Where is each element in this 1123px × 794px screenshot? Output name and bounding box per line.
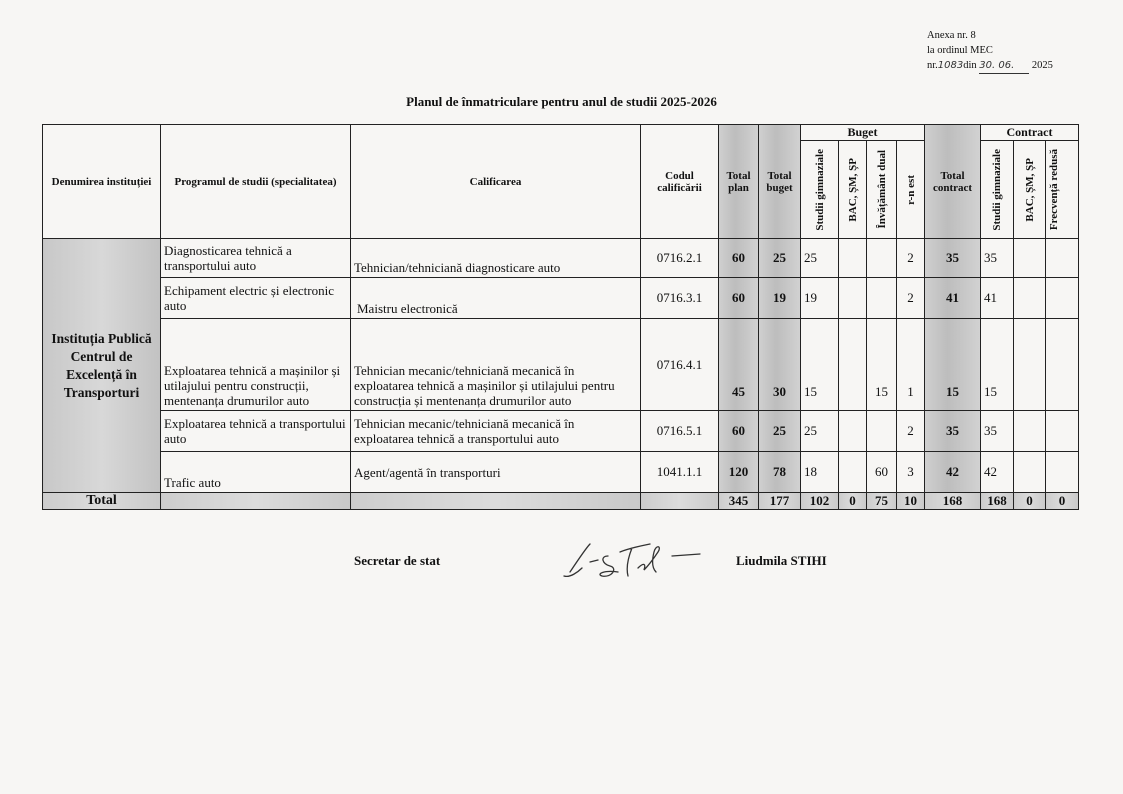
header-contract-group: Contract <box>981 125 1079 141</box>
contract-gimn: 35 <box>981 411 1014 452</box>
header-row-1 <box>43 125 1079 141</box>
budget-bac <box>839 319 867 411</box>
table-row <box>43 319 1079 411</box>
header-budget-bac: BAC, ȘM, ȘP <box>846 157 859 222</box>
qualification-name: Tehnician mecanic/tehniciană mecanică în exploatarea tehnică a transportului auto <box>351 411 641 452</box>
header-budget-gimn: Studii gimnaziale <box>813 148 826 231</box>
budget-gimn: 19 <box>801 278 839 319</box>
budget-rn: 3 <box>897 452 925 493</box>
total-budget: 25 <box>759 411 801 452</box>
header-total-budget: Total buget <box>759 125 801 239</box>
total-plan: 60 <box>719 239 759 278</box>
totals-budget-dual: 75 <box>867 493 897 510</box>
total-plan: 60 <box>719 411 759 452</box>
order-number-handwritten: 1083 <box>937 60 964 71</box>
contract-bac <box>1014 278 1046 319</box>
contract-gimn: 35 <box>981 239 1014 278</box>
program-name: Diagnosticarea tehnică a transportului auto <box>161 239 351 278</box>
qualification-code: 0716.2.1 <box>641 239 719 278</box>
contract-bac <box>1014 411 1046 452</box>
total-budget: 19 <box>759 278 801 319</box>
header-budget-dual: Învățământ dual <box>875 150 888 229</box>
header-code: Codul calificării <box>641 125 719 239</box>
budget-gimn: 25 <box>801 239 839 278</box>
budget-bac <box>839 278 867 319</box>
table-row <box>43 411 1079 452</box>
totals-budget-bac: 0 <box>839 493 867 510</box>
total-contract: 41 <box>925 278 981 319</box>
totals-contract-bac: 0 <box>1014 493 1046 510</box>
totals-contract: 168 <box>925 493 981 510</box>
totals-label: Total <box>43 493 161 510</box>
program-name: Exploatarea tehnică a mașinilor și utilajului pentru construcții, mentenanța drumurilor auto <box>161 319 351 411</box>
qualification-code: 0716.3.1 <box>641 278 719 319</box>
contract-gimn: 42 <box>981 452 1014 493</box>
program-name: Echipament electric și electronic auto <box>161 278 351 319</box>
qualification-code: 0716.4.1 <box>641 319 719 411</box>
header-contract-gimn: Studii gimnaziale <box>991 148 1003 231</box>
budget-gimn: 18 <box>801 452 839 493</box>
contract-gimn: 41 <box>981 278 1014 319</box>
program-name: Exploatarea tehnică a transportului auto <box>161 411 351 452</box>
budget-dual <box>867 239 897 278</box>
header-contract-bac: BAC, ȘM, ȘP <box>1023 157 1036 222</box>
header-qualification: Calificarea <box>351 125 641 239</box>
budget-rn: 2 <box>897 411 925 452</box>
total-budget: 78 <box>759 452 801 493</box>
program-name: Trafic auto <box>161 452 351 493</box>
qualification-code: 0716.5.1 <box>641 411 719 452</box>
qualification-name: Tehnician/tehniciană diagnosticare auto <box>351 239 641 278</box>
total-plan: 60 <box>719 278 759 319</box>
total-plan: 120 <box>719 452 759 493</box>
contract-bac <box>1014 452 1046 493</box>
qualification-name: Agent/agentă în transporturi <box>351 452 641 493</box>
table-row <box>43 278 1079 319</box>
order-year: 2025 <box>1031 60 1053 71</box>
table-row <box>43 452 1079 493</box>
contract-bac <box>1014 239 1046 278</box>
totals-contract-gimn: 168 <box>981 493 1014 510</box>
total-contract: 35 <box>925 239 981 278</box>
annex-order: la ordinul MEC <box>927 45 993 56</box>
signatory-name: Liudmila STIHI <box>736 553 827 568</box>
signatory-role: Secretar de stat <box>354 553 441 568</box>
header-total-plan: Total plan <box>719 125 759 239</box>
contract-bac <box>1014 319 1046 411</box>
budget-dual: 15 <box>867 319 897 411</box>
header-budget-rn: r-n est <box>904 174 917 205</box>
contract-freq <box>1046 319 1079 411</box>
total-contract: 42 <box>925 452 981 493</box>
contract-freq <box>1046 452 1079 493</box>
annex-reference <box>927 28 1053 74</box>
budget-gimn: 25 <box>801 411 839 452</box>
qualification-name: Maistru electronică <box>351 278 641 319</box>
totals-row <box>43 493 1079 510</box>
contract-gimn: 15 <box>981 319 1014 411</box>
total-contract: 15 <box>925 319 981 411</box>
budget-gimn: 15 <box>801 319 839 411</box>
contract-freq <box>1046 411 1079 452</box>
order-date-handwritten: 30. 06. <box>979 60 1015 71</box>
contract-freq <box>1046 278 1079 319</box>
annex-number: Anexa nr. 8 <box>927 30 976 41</box>
budget-dual: 60 <box>867 452 897 493</box>
institution-name: Instituția Publică Centrul de Excelență în Transporturi <box>43 239 161 493</box>
header-program: Programul de studii (specialitatea) <box>161 125 351 239</box>
totals-budget-rn: 10 <box>897 493 925 510</box>
contract-freq <box>1046 239 1079 278</box>
budget-rn: 2 <box>897 239 925 278</box>
header-budget-group: Buget <box>801 125 925 141</box>
table-row <box>43 239 1079 278</box>
totals-budget: 177 <box>759 493 801 510</box>
budget-rn: 2 <box>897 278 925 319</box>
annex-order-number: nr.1083din 30. 06. 2025 <box>927 58 1053 74</box>
totals-contract-freq: 0 <box>1046 493 1079 510</box>
header-contract-freq: Frecvență redusă <box>1048 148 1060 231</box>
budget-rn: 1 <box>897 319 925 411</box>
header-total-contract: Total contract <box>925 125 981 239</box>
totals-plan: 345 <box>719 493 759 510</box>
enrollment-plan-table <box>42 124 1079 510</box>
header-institution: Denumirea instituției <box>43 125 161 239</box>
budget-bac <box>839 239 867 278</box>
budget-bac <box>839 411 867 452</box>
total-plan: 45 <box>719 319 759 411</box>
total-budget: 30 <box>759 319 801 411</box>
budget-bac <box>839 452 867 493</box>
total-budget: 25 <box>759 239 801 278</box>
total-contract: 35 <box>925 411 981 452</box>
document-title: Planul de înmatriculare pentru anul de studii 2025-2026 <box>406 94 717 109</box>
qualification-name: Tehnician mecanic/tehniciană mecanică în exploatarea tehnică a mașinilor și utilajului pentru construcția și mentenanța drumurilor auto <box>351 319 641 411</box>
budget-dual <box>867 278 897 319</box>
qualification-code: 1041.1.1 <box>641 452 719 493</box>
budget-dual <box>867 411 897 452</box>
handwritten-signature <box>560 538 720 582</box>
totals-budget-gimn: 102 <box>801 493 839 510</box>
